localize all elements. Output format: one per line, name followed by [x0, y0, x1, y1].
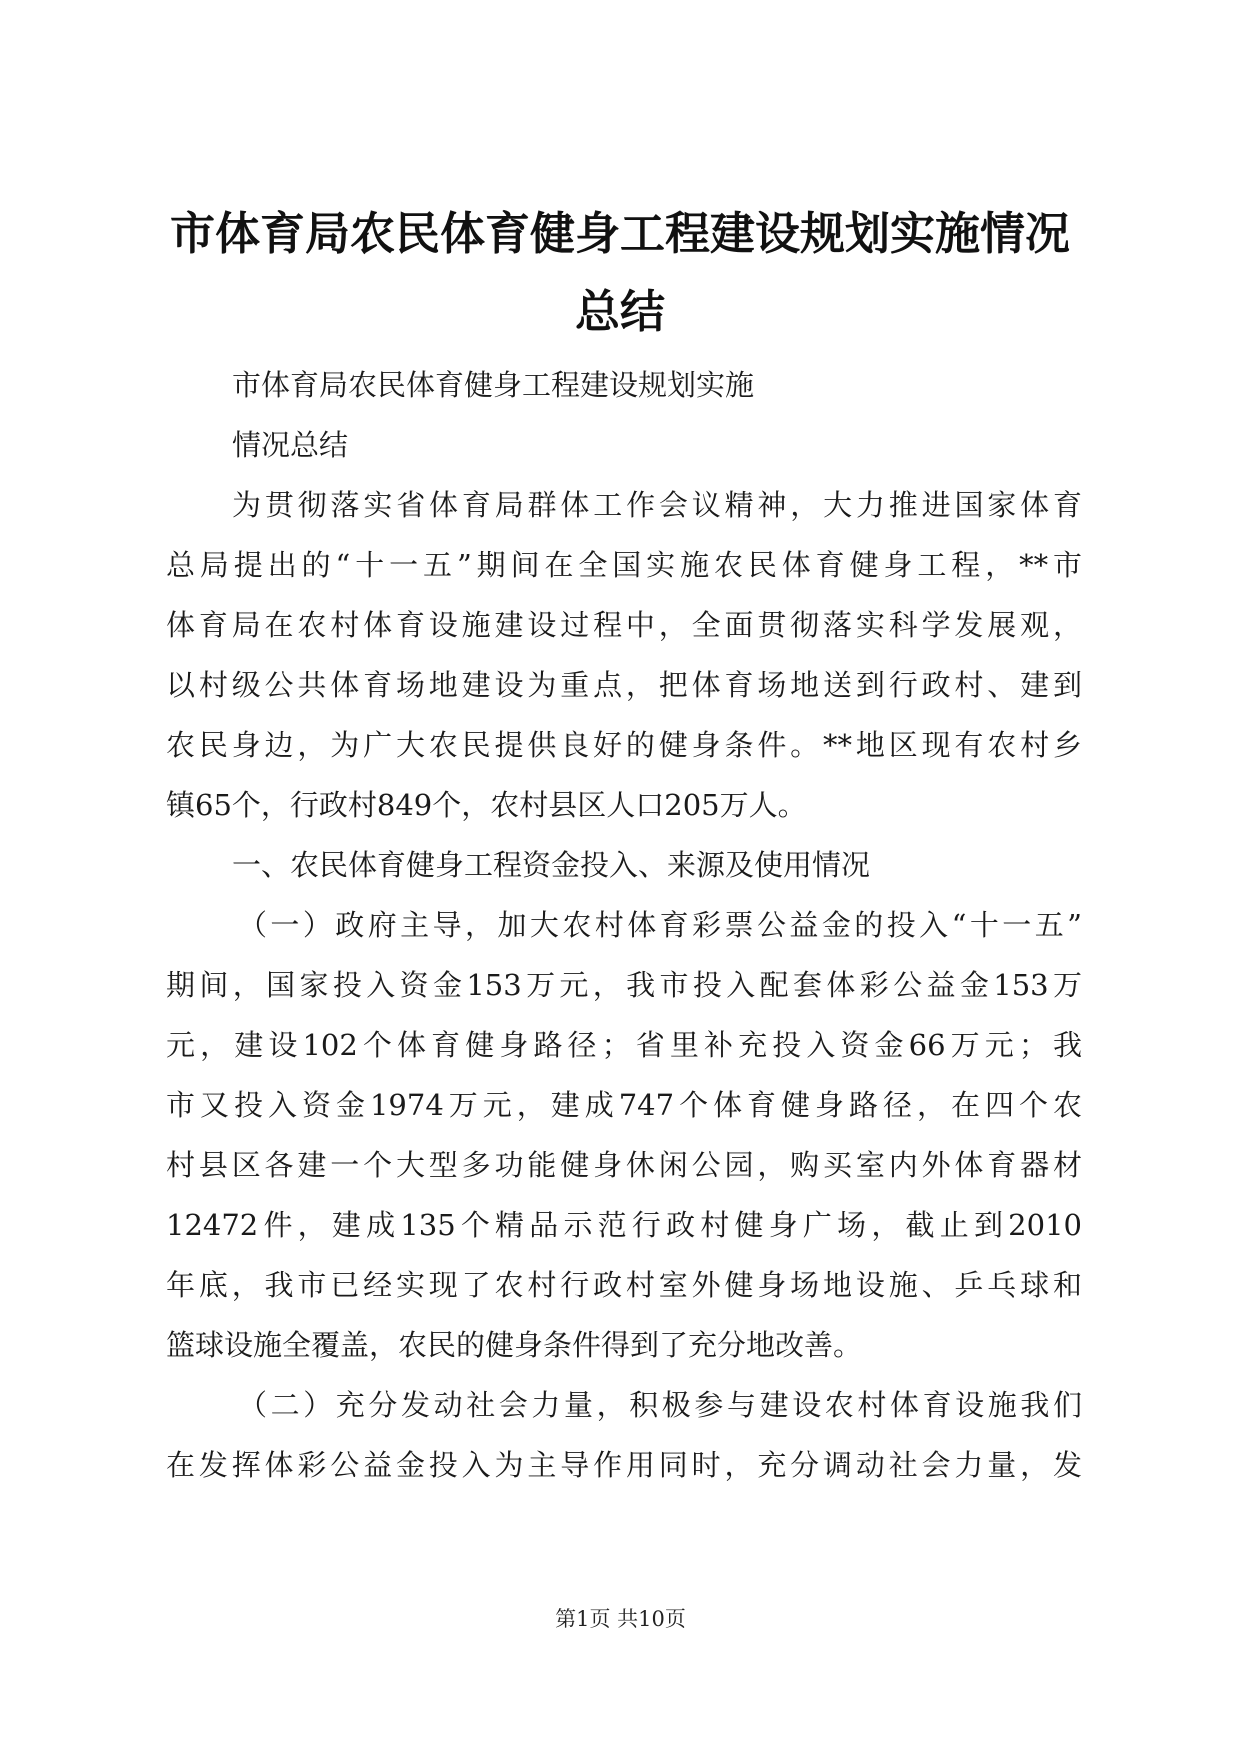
paragraph-2-line-1: （一）政府主导，加大农村体育彩票公益金的投入“十一五”: [238, 908, 1082, 942]
paragraph-1-line-3: 体育局在农村体育设施建设过程中，全面贯彻落实科学发展观，: [166, 608, 1082, 642]
title-line-2: 总结: [574, 285, 665, 338]
subtitle-line-2: 情况总结: [232, 428, 349, 462]
document-title: [120, 195, 1120, 351]
title-line-1: 市体育局农民体育健身工程建设规划实施情况: [169, 207, 1070, 260]
paragraph-3-line-1: （二）充分发动社会力量，积极参与建设农村体育设施我们: [238, 1388, 1082, 1422]
paragraph-2-line-3: 元，建设102个体育健身路径；省里补充投入资金66万元；我: [166, 1028, 1082, 1062]
paragraph-3-line-2: 在发挥体彩公益金投入为主导作用同时，充分调动社会力量，发: [166, 1448, 1082, 1482]
paragraph-1-line-4: 以村级公共体育场地建设为重点，把体育场地送到行政村、建到: [166, 668, 1082, 702]
section-heading-1: 一、农民体育健身工程资金投入、来源及使用情况: [232, 848, 871, 882]
paragraph-1-line-6: 镇65个，行政村849个，农村县区人口205万人。: [166, 788, 807, 822]
paragraph-1-line-1: 为贯彻落实省体育局群体工作会议精神，大力推进国家体育: [232, 488, 1082, 522]
paragraph-2-line-5: 村县区各建一个大型多功能健身休闲公园，购买室内外体育器材: [166, 1148, 1082, 1182]
paragraph-2-line-8: 篮球设施全覆盖，农民的健身条件得到了充分地改善。: [166, 1328, 863, 1362]
paragraph-1-line-5: 农民身边，为广大农民提供良好的健身条件。**地区现有农村乡: [166, 728, 1082, 762]
paragraph-2-line-2: 期间，国家投入资金153万元，我市投入配套体彩公益金153万: [166, 968, 1082, 1002]
page-footer: 第1页 共10页: [555, 1607, 686, 1631]
paragraph-1-line-2: 总局提出的“十一五”期间在全国实施农民体育健身工程，**市: [166, 548, 1082, 582]
paragraph-2-line-6: 12472件，建成135个精品示范行政村健身广场，截止到2010: [166, 1208, 1082, 1242]
paragraph-2-line-4: 市又投入资金1974万元，建成747个体育健身路径，在四个农: [166, 1088, 1082, 1122]
document-body: [166, 355, 1082, 1495]
paragraph-2-line-7: 年底，我市已经实现了农村行政村室外健身场地设施、乒乓球和: [166, 1268, 1082, 1302]
subtitle-line-1: 市体育局农民体育健身工程建设规划实施: [232, 368, 755, 402]
